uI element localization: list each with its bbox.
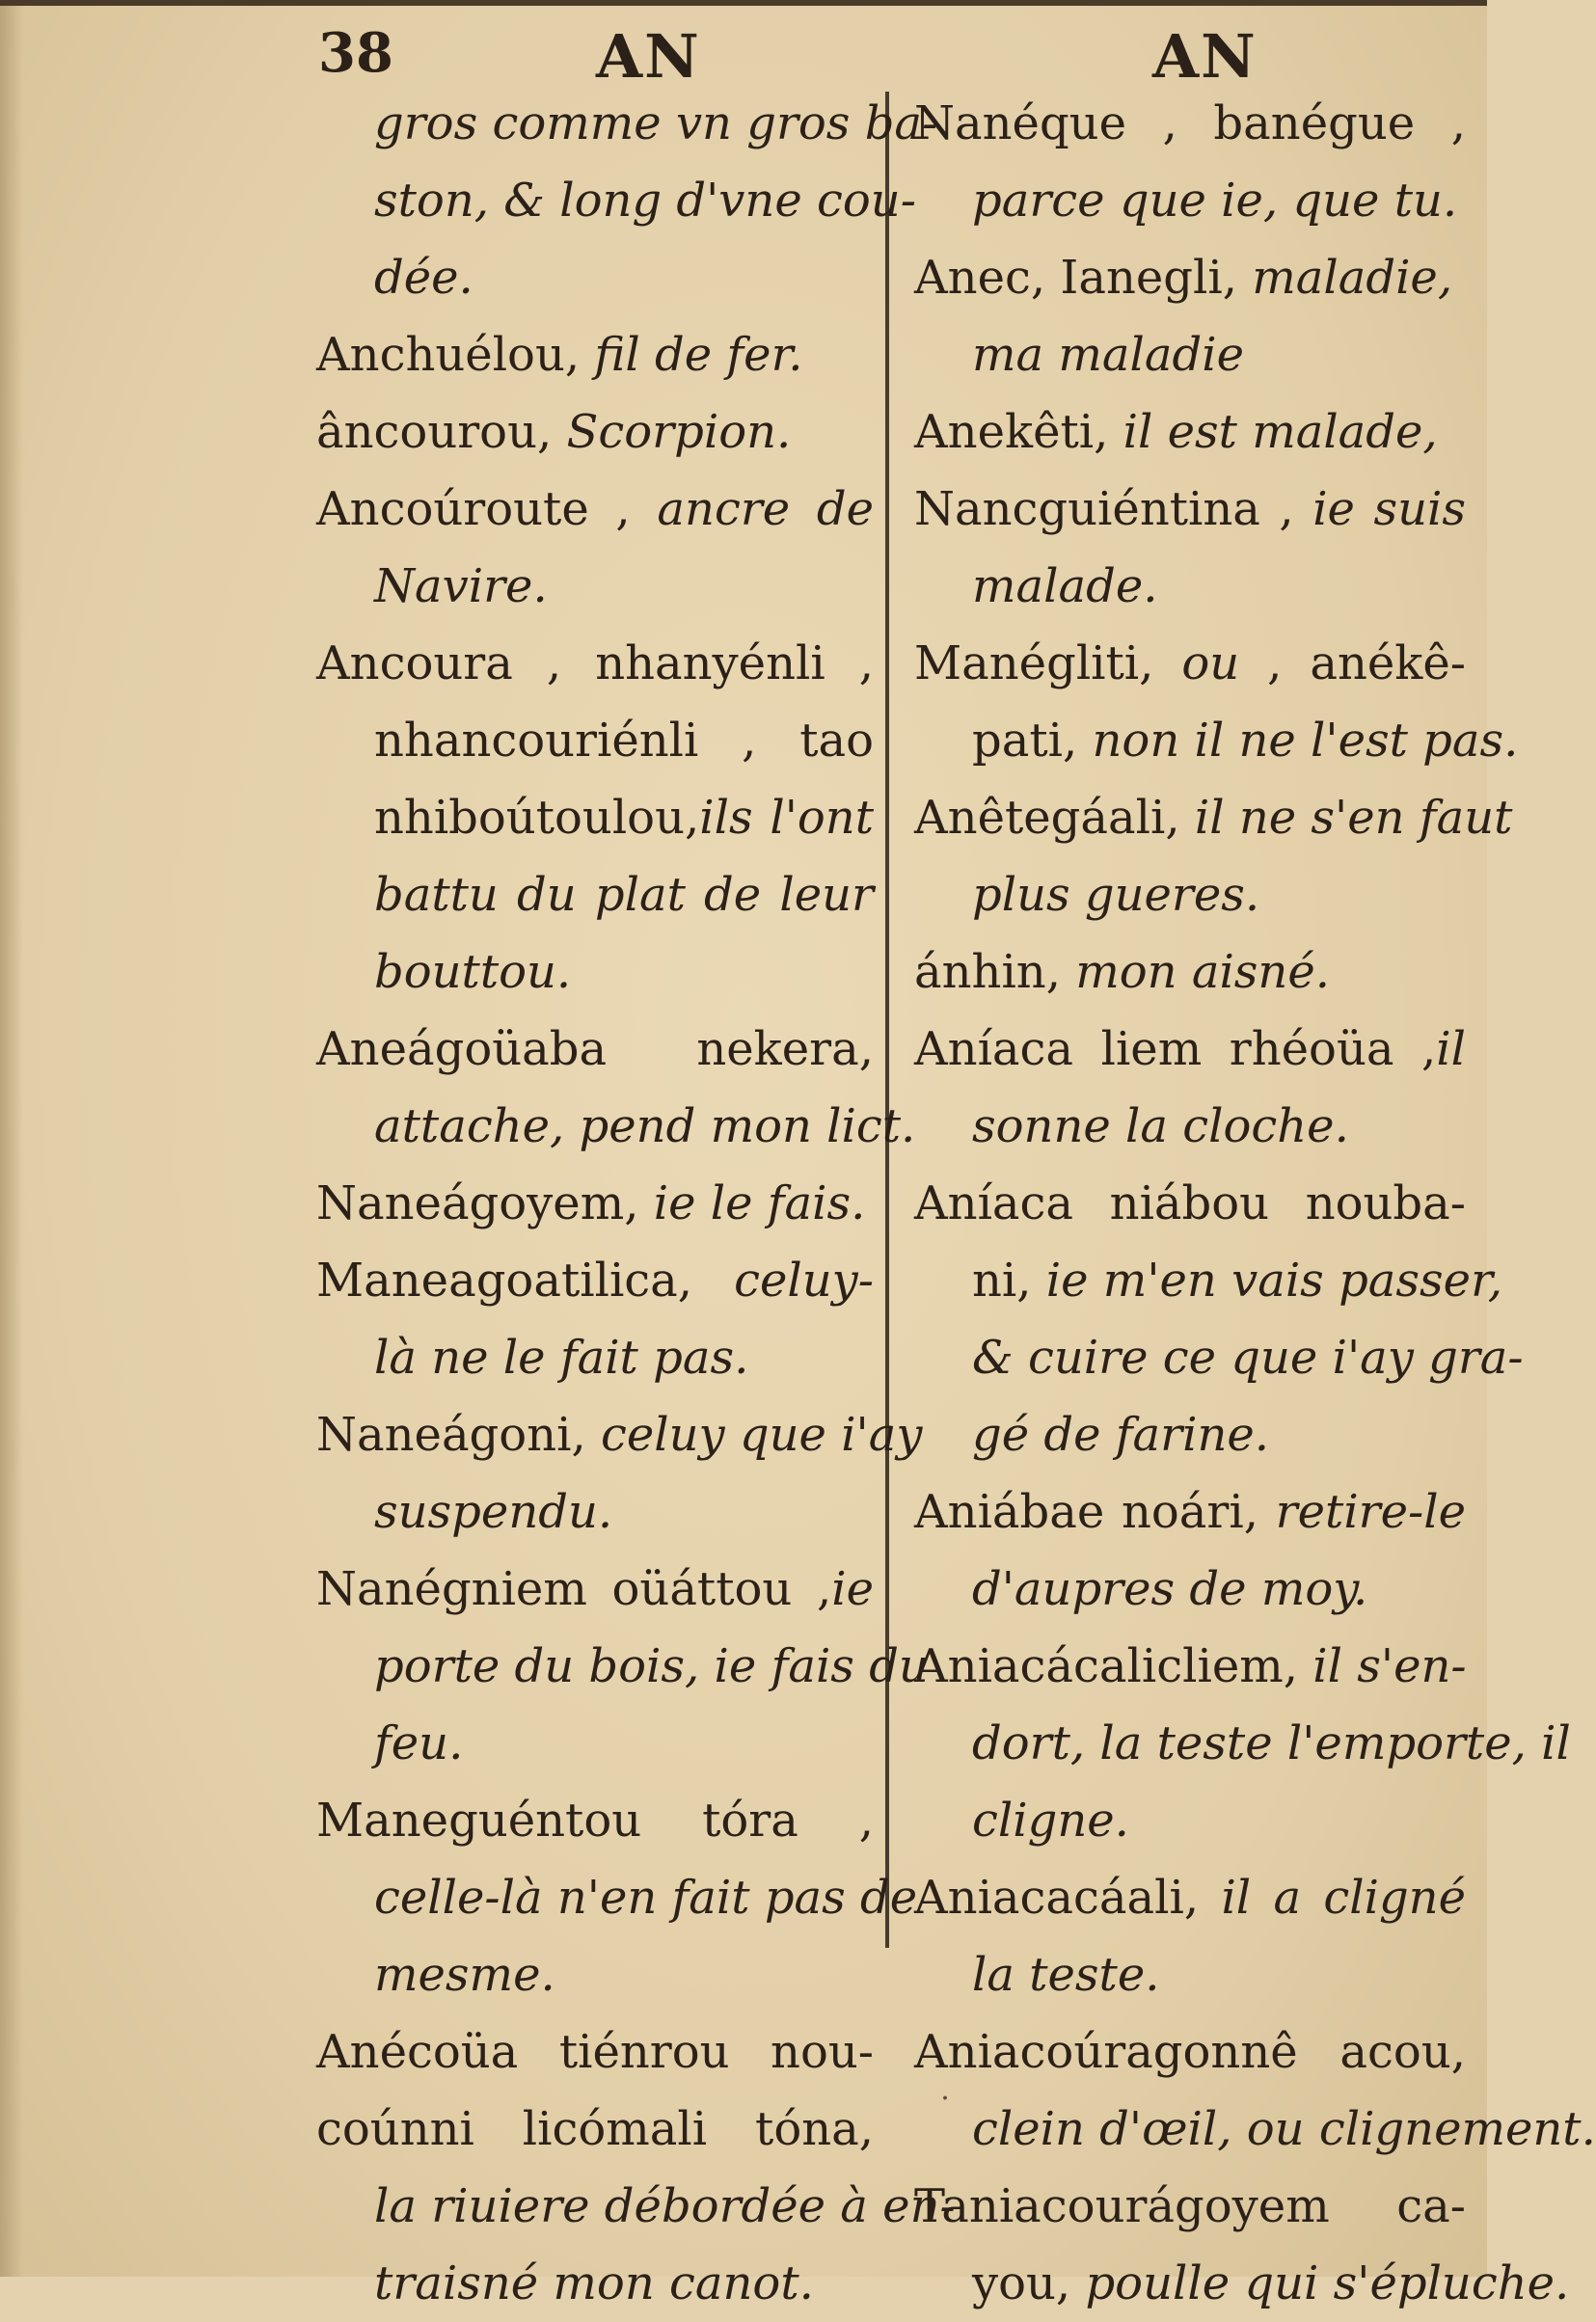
gloss-text: suspendu. xyxy=(374,1485,613,1539)
dictionary-line xyxy=(972,856,1466,933)
dictionary-line xyxy=(316,1242,874,1319)
entry-term: Ancoúroute , xyxy=(316,482,658,536)
gloss-text: il xyxy=(1436,1022,1466,1076)
gloss-text: la riuiere débordée à en- xyxy=(374,2179,956,2233)
gloss-text: feu. xyxy=(374,1716,464,1770)
gloss-text: parce que ie, que tu. xyxy=(972,174,1458,228)
entry-term: Ancoura , nhanyénli , xyxy=(316,636,874,690)
dictionary-line xyxy=(374,162,916,239)
dictionary-line xyxy=(972,1936,1466,2013)
dictionary-line xyxy=(914,779,1513,856)
gloss-text: & cuire ce que i'ay gra- xyxy=(972,1331,1524,1385)
entry-term: Naneágoyem, xyxy=(316,1176,654,1230)
gloss-text: ie le fais. xyxy=(653,1176,866,1230)
entry-term: coúnni licómali tóna, xyxy=(316,2102,874,2156)
gloss-text: non il ne l'est pas. xyxy=(1092,714,1519,768)
entry-term: Manégliti, xyxy=(914,636,1182,690)
dictionary-line xyxy=(914,625,1466,702)
gloss-text: bouttou. xyxy=(374,945,572,999)
gloss-text: porte du bois, ie fais du xyxy=(374,1639,929,1693)
entry-term: nhiboútoulou, xyxy=(374,791,700,845)
entry-term: Aniábae noári, xyxy=(914,1485,1276,1539)
dictionary-line xyxy=(374,1628,929,1705)
dictionary-line xyxy=(972,1088,1466,1165)
dictionary-line xyxy=(914,1011,1466,1088)
dictionary-line xyxy=(972,1319,1524,1396)
gloss-text: Scorpion. xyxy=(566,405,792,459)
entry-term: Nanéque , banégue , xyxy=(914,96,1466,150)
dictionary-line xyxy=(374,1936,874,2013)
dictionary-line xyxy=(374,1473,874,1551)
entry-term: Aniacacáali, xyxy=(914,1871,1222,1925)
dictionary-line xyxy=(374,856,874,933)
entry-term: , anékê- xyxy=(1239,636,1467,690)
gloss-text: ie suis xyxy=(1312,482,1467,536)
gloss-text: poulle qui s'épluche. xyxy=(1085,2256,1570,2310)
dictionary-line xyxy=(316,316,874,393)
gloss-text: la teste. xyxy=(972,1948,1160,2002)
dictionary-line xyxy=(972,1396,1466,1473)
dictionary-line xyxy=(972,316,1466,393)
dictionary-line xyxy=(374,1088,916,1165)
dictionary-line xyxy=(972,2245,1570,2322)
running-head-left: AN xyxy=(596,21,701,92)
entry-term: Maneguéntou tóra , xyxy=(316,1794,874,1848)
running-head-right: AN xyxy=(1152,21,1258,92)
gloss-text: ou xyxy=(1181,636,1240,690)
dictionary-line xyxy=(914,2168,1466,2245)
dictionary-line xyxy=(316,2013,874,2091)
gloss-text: ston, & long d'vne cou- xyxy=(374,174,916,228)
dictionary-line xyxy=(316,1396,923,1473)
gloss-text: il ne s'en faut xyxy=(1194,791,1513,845)
top-edge-rule xyxy=(0,0,1487,6)
gloss-text: cligne. xyxy=(972,1794,1129,1848)
page-number: 38 xyxy=(318,21,393,85)
entry-term: ánhin, xyxy=(914,945,1076,999)
gloss-text: dée. xyxy=(374,251,473,305)
gloss-text: ancre de xyxy=(657,482,875,536)
gloss-text: d'aupres de moy. xyxy=(972,1562,1368,1616)
entry-term: nhancouriénli , tao xyxy=(374,714,874,768)
entry-term: Anécoüa tiénrou nou- xyxy=(316,2025,874,2079)
gloss-text: ma maladie xyxy=(972,328,1244,382)
dictionary-line xyxy=(914,1628,1466,1705)
entry-term: pati, xyxy=(972,714,1093,768)
gloss-text: mesme. xyxy=(374,1948,555,2002)
gloss-text: ils l'ont xyxy=(699,791,874,845)
gloss-text: retire-le xyxy=(1275,1485,1466,1539)
entry-term: Maneagoatilica, xyxy=(316,1254,735,1308)
dictionary-line xyxy=(374,1705,874,1782)
dictionary-line xyxy=(316,1011,874,1088)
entry-term: Anec, Ianegli, xyxy=(914,251,1253,305)
dictionary-line xyxy=(316,393,874,471)
dictionary-line xyxy=(374,2245,874,2322)
dictionary-line xyxy=(374,548,874,625)
entry-term: you, xyxy=(972,2256,1086,2310)
dictionary-line xyxy=(374,933,874,1011)
gloss-text: maladie, xyxy=(1252,251,1453,305)
dictionary-line xyxy=(316,1165,874,1242)
dictionary-line xyxy=(972,1551,1466,1628)
dictionary-line xyxy=(914,1165,1466,1242)
gloss-text: celle-là n'en fait pas de xyxy=(374,1871,918,1925)
entry-term: Taniacourágoyem ca- xyxy=(914,2179,1466,2233)
entry-term: Anchuélou, xyxy=(316,328,595,382)
ink-speck: ․ xyxy=(940,2073,951,2107)
gloss-text: battu du plat de leur xyxy=(374,868,874,922)
entry-term: Aniacácalicliem, xyxy=(914,1639,1313,1693)
gloss-text: gros comme vn gros ba- xyxy=(374,96,938,150)
dictionary-line xyxy=(374,2168,956,2245)
entry-term: Aníaca niábou nouba- xyxy=(914,1176,1466,1230)
gloss-text: là ne le fait pas. xyxy=(374,1331,749,1385)
entry-term: Aníaca liem rhéoüa , xyxy=(914,1022,1437,1076)
entry-term: Naneágoni, xyxy=(316,1408,601,1462)
gloss-text: celuy- xyxy=(734,1254,874,1308)
gloss-text: il est malade, xyxy=(1123,405,1438,459)
gloss-text: ie xyxy=(831,1562,874,1616)
gloss-text: dort, la teste l'emporte, il xyxy=(972,1716,1571,1770)
gloss-text: il a cligné xyxy=(1221,1871,1466,1925)
dictionary-line xyxy=(316,1551,874,1628)
dictionary-line xyxy=(914,85,1466,162)
dictionary-line xyxy=(972,2091,1596,2168)
dictionary-line xyxy=(374,702,874,779)
dictionary-line xyxy=(316,2091,874,2168)
dictionary-line xyxy=(972,1705,1571,1782)
dictionary-line xyxy=(972,702,1519,779)
dictionary-line xyxy=(374,85,938,162)
entry-term: Aneágoüaba nekera, xyxy=(316,1022,874,1076)
dictionary-line xyxy=(374,779,874,856)
entry-term: ni, xyxy=(972,1254,1046,1308)
gloss-text: malade. xyxy=(972,559,1158,613)
gloss-text: sonne la cloche. xyxy=(972,1099,1349,1153)
dictionary-line xyxy=(972,548,1466,625)
gloss-text: Navire. xyxy=(374,559,548,613)
dictionary-line xyxy=(914,1859,1466,1936)
gloss-text: gé de farine. xyxy=(972,1408,1270,1462)
gloss-text: ie m'en vais passer, xyxy=(1045,1254,1503,1308)
gloss-text: mon aisné. xyxy=(1075,945,1330,999)
dictionary-line xyxy=(316,471,874,548)
dictionary-line xyxy=(316,625,874,702)
dictionary-line xyxy=(374,239,874,316)
gloss-text: fil de fer. xyxy=(594,328,803,382)
dictionary-line xyxy=(972,1242,1503,1319)
gloss-text: traisné mon canot. xyxy=(374,2256,814,2310)
dictionary-line xyxy=(972,162,1466,239)
entry-term: Anekêti, xyxy=(914,405,1123,459)
entry-term: Anêtegáali, xyxy=(914,791,1195,845)
entry-term: Aniacoúragonnê acou, xyxy=(914,2025,1466,2079)
dictionary-line xyxy=(914,1473,1466,1551)
dictionary-line xyxy=(914,471,1466,548)
entry-term: Nanégniem oüáttou , xyxy=(316,1562,832,1616)
dictionary-line xyxy=(914,393,1466,471)
dictionary-line xyxy=(914,933,1466,1011)
entry-term: âncourou, xyxy=(316,405,567,459)
dictionary-line xyxy=(316,1782,874,1859)
dictionary-line xyxy=(374,1319,874,1396)
dictionary-line xyxy=(972,1782,1466,1859)
dictionary-line xyxy=(914,239,1466,316)
gloss-text: il s'en- xyxy=(1312,1639,1467,1693)
dictionary-line xyxy=(374,1859,918,1936)
entry-term: Nancguiéntina , xyxy=(914,482,1313,536)
gloss-text: celuy que i'ay xyxy=(600,1408,923,1462)
gloss-text: clein d'œil, ou clignement. xyxy=(972,2102,1596,2156)
gloss-text: plus gueres. xyxy=(972,868,1260,922)
dictionary-line xyxy=(914,2013,1466,2091)
gloss-text: attache, pend mon lict. xyxy=(374,1099,916,1153)
